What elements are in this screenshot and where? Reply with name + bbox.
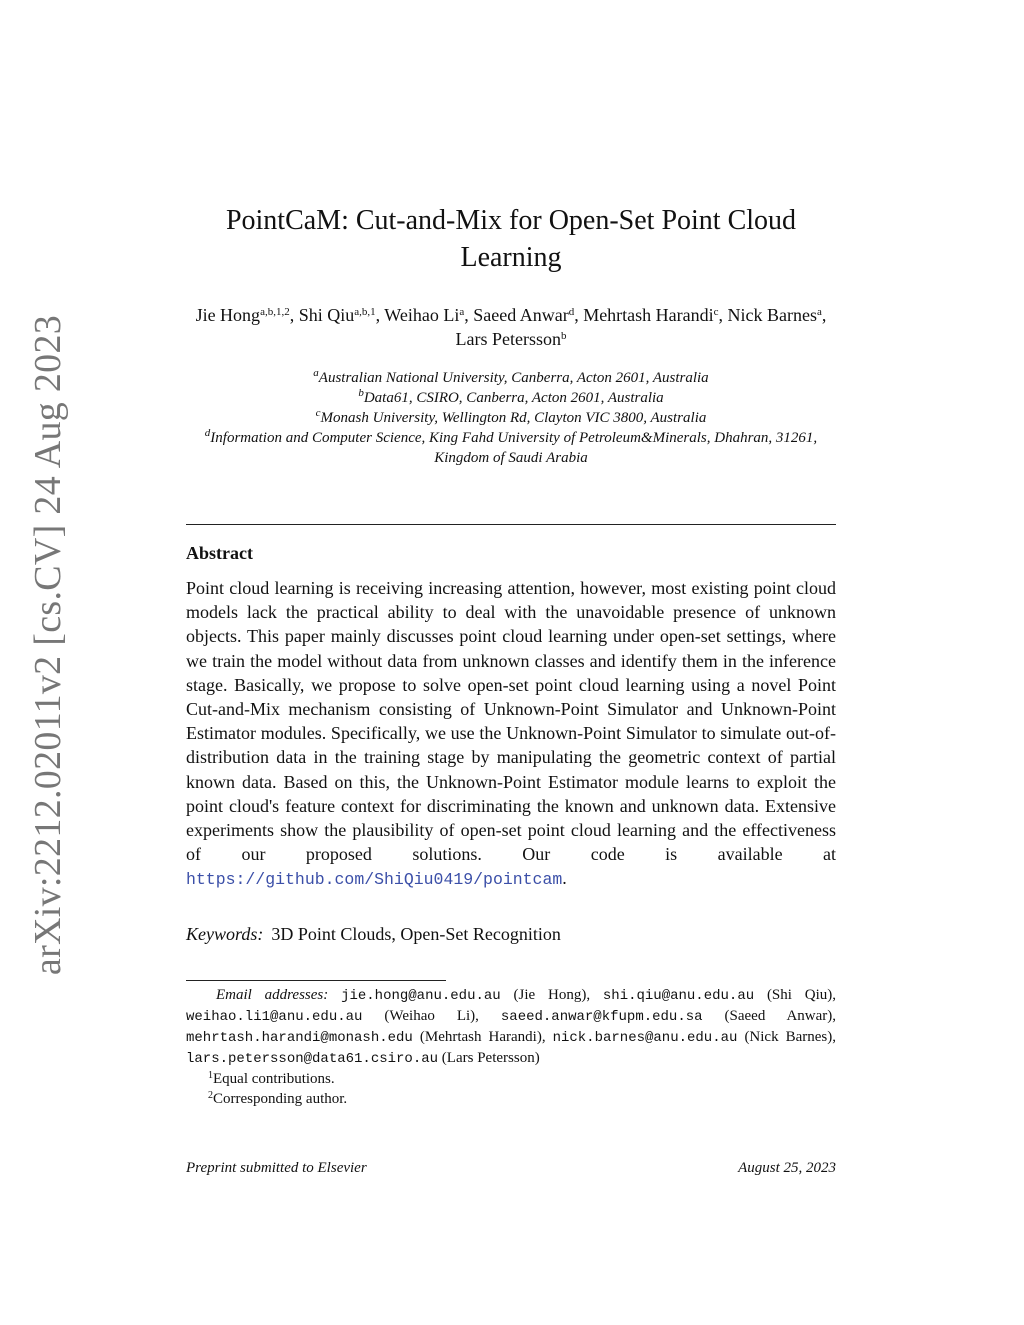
footnote-divider (186, 980, 446, 981)
email-link[interactable]: shi.qiu@anu.edu.au (602, 988, 755, 1004)
footnotes (186, 985, 836, 1109)
page-footer (186, 1160, 836, 1177)
affiliation: $^a$Australian National University, Canberra, Acton 2601, Australia (313, 367, 709, 386)
footnote-item: $^2$Corresponding author. (208, 1090, 348, 1107)
affiliation: $^d$Information and Computer Science, King Fahd University of Petroleum&Minerals, Dhahran, 31261, Kingdom of Saudi Arabia (204, 427, 818, 466)
keywords-text: 3D Point Clouds, Open-Set Recognition (271, 924, 561, 944)
email-link[interactable]: lars.petersson@data61.csiro.au (186, 1051, 439, 1067)
author-list (186, 303, 836, 351)
email-link[interactable]: weihao.li1@anu.edu.au (186, 1009, 363, 1025)
email-addresses: Email addresses: jie.hong@anu.edu.au (Jie Hong), shi.qiu@anu.edu.au (Shi Qiu), weihao.li1@anu.edu.au (Weihao Li), saeed.anwar@kfupm.edu.sa (Saeed Anwar), mehrtash.harandi@monash.edu (Mehrtash Harandi), nick.barnes@anu.edu.au (Nick Barnes), lars.petersson@data61.csiro.au (Lars Petersson) (186, 987, 837, 1067)
arxiv-stamp: arXiv:2212.02011v2 [cs.CV] 24 Aug 2023 (27, 314, 69, 976)
author: Nick Barnes$^a$, (727, 305, 827, 325)
author: Shi Qiu$^{a,b,1}$, (298, 305, 385, 325)
author: Lars Petersson$^b$ (455, 329, 567, 349)
email-link[interactable]: jie.hong@anu.edu.au (341, 988, 501, 1004)
author: Saeed Anwar$^d$, (473, 305, 584, 325)
affiliation: $^c$Monash University, Wellington Rd, Clayton VIC 3800, Australia (315, 407, 707, 426)
section-divider (186, 524, 836, 525)
code-link[interactable]: https://github.com/ShiQiu0419/pointcam (186, 870, 563, 890)
abstract-body: Point cloud learning is receiving increasing attention, however, most existing point cloud models lack the practical ability to deal with the unavoidable presence of unknown objects. This paper mainly discusses point cloud learning under open-set settings, where we train the model without data from unknown classes and identify them in the inference stage. Basically, we propose to solve open-set point cloud learning using a novel Point Cut-and-Mix mechanism consisting of Unknown-Point Simulator and Unknown-Point Estimator modules. Specifically, we use the Unknown-Point Simulator to simulate out-of-distribution data in the training stage by manipulating the geometric context of partial known data. Based on this, the Unknown-Point Estimator module learns to exploit the point cloud's feature context for discriminating the known and unknown data. Extensive experiments show the plausibility of open-set point cloud learning and the effectiveness of our proposed solutions. Our code is available at https://github.com/ShiQiu0419/pointcam. (186, 578, 836, 890)
affiliation: $^b$Data61, CSIRO, Canberra, Acton 2601, Australia (358, 387, 664, 406)
email-link[interactable]: saeed.anwar@kfupm.edu.sa (500, 1009, 703, 1025)
keywords (186, 924, 836, 945)
author: Jie Hong$^{a,b,1,2}$, (195, 305, 299, 325)
preprint-date: August 25, 2023 (738, 1160, 836, 1176)
email-link[interactable]: nick.barnes@anu.edu.au (552, 1030, 738, 1046)
affiliation-list (186, 368, 836, 468)
abstract-heading: Abstract (186, 543, 253, 563)
keywords-label: Keywords: (186, 924, 264, 944)
author: Weihao Li$^a$, (384, 305, 474, 325)
email-link[interactable]: mehrtash.harandi@monash.edu (186, 1030, 413, 1046)
paper-title: PointCaM: Cut-and-Mix for Open-Set Point Cloud Learning (225, 205, 797, 273)
author: Mehrtash Harandi$^c$, (583, 305, 728, 325)
preprint-note: Preprint submitted to Elsevier (186, 1160, 367, 1176)
footnote-item: $^1$Equal contributions. (208, 1070, 335, 1087)
